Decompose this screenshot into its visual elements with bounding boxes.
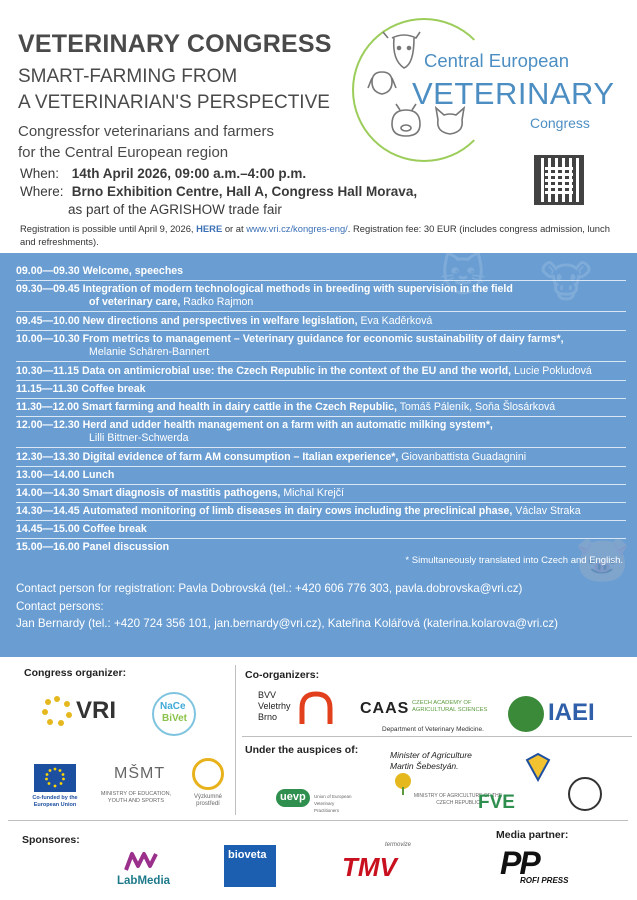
bg-cow-icon: 🐮: [540, 258, 593, 307]
program-section: [0, 253, 637, 657]
eu-caption: Co-funded by the European Union: [32, 795, 78, 808]
program-title: Coffee break: [81, 383, 146, 395]
media-partner-label: Media partner:: [496, 829, 569, 841]
tagline: [18, 121, 274, 163]
profipress-text: ROFI PRESS: [520, 876, 569, 885]
program-item: [16, 505, 626, 521]
bvv-logo: [258, 690, 291, 723]
program-title-cont: of veterinary care,: [89, 296, 181, 308]
minister-line-1: Minister of Agriculture: [390, 750, 472, 760]
logo-line-3: Congress: [530, 115, 590, 131]
vyzkumne-prostredi-icon: [192, 758, 224, 790]
program-title: Data on antimicrobial use: the Czech Republic in the context of the EU and the world,: [81, 365, 512, 377]
program-title: Digital evidence of farm AM consumption – Italian experience*,: [82, 451, 399, 463]
bg-cat-icon: 🐱: [440, 252, 486, 301]
program-item: [16, 283, 626, 312]
veterinary-chamber-seal-icon: [568, 777, 602, 811]
qr-code[interactable]: [534, 155, 584, 205]
bioveta-logo: bioveta: [228, 849, 267, 861]
registration-fee: . Registration fee: 30 EUR (includes congress admission, lunch and refreshments).: [20, 223, 610, 247]
program-time: 14.00—14.30: [16, 487, 80, 499]
program-item: [16, 265, 626, 281]
sponsors-label: Sponsores:: [22, 834, 80, 846]
program-time: 09.45—10.00: [16, 315, 80, 327]
registration-url-link[interactable]: www.vri.cz/kongres-eng/: [246, 223, 348, 234]
program-item: [16, 383, 626, 399]
bvv-line-3: Brno: [258, 712, 278, 722]
program-title: Lunch: [82, 469, 115, 481]
program-time: 14.45—15.00: [16, 523, 80, 535]
translation-note: * Simultaneously translated into Czech and English.: [405, 555, 623, 566]
program-title: Smart farming and health in dairy cattle in the Czech Republic,: [81, 401, 397, 413]
program-title: New directions and perspectives in welfare legislation,: [82, 315, 358, 327]
divider: [8, 820, 628, 821]
program-time: 10.30—11.15: [16, 365, 80, 377]
registration-or: or at: [224, 223, 244, 234]
eu-flag-icon: [34, 764, 76, 792]
where-row-2: [68, 202, 282, 217]
bvv-arrow-icon: [298, 690, 334, 726]
program-speaker: Michal Krejčí: [283, 487, 344, 499]
subtitle-line-1: SMART-FARMING FROM: [18, 66, 238, 87]
divider: [242, 736, 632, 737]
where-label: Where:: [20, 184, 64, 199]
program-title: Welcome, speeches: [82, 265, 184, 277]
fve-logo: FVE: [478, 792, 515, 813]
tmv-logo: TMV: [342, 852, 397, 882]
when-row: [20, 166, 306, 181]
caas-department: Department of Veterinary Medicine.: [382, 726, 484, 733]
iaei-globe-icon: [508, 696, 544, 732]
program-item: [16, 419, 626, 448]
program-item: [16, 523, 626, 539]
contact-persons: Jan Bernardy (tel.: +420 724 356 101, jan.bernardy@vri.cz), Kateřina Kolářová (katerina.kolarova@vri.cz): [16, 617, 558, 630]
program-time: 12.30—13.30: [16, 451, 80, 463]
where-value-2: as part of the AGRISHOW trade fair: [68, 202, 282, 217]
registration-text: Registration is possible until April 9, 2026,: [20, 223, 194, 234]
when-value: 14th April 2026, 09:00 a.m.–4:00 p.m.: [71, 166, 307, 181]
eu-stars-icon: [34, 764, 76, 792]
program-title: From metrics to management – Veterinary guidance for economic sustainability of dairy farms*,: [82, 333, 564, 345]
caas-logo: CAAS: [360, 700, 410, 717]
coorganizers-label: Co-organizers:: [245, 669, 320, 681]
vyzkumne-caption: Výzkumné prostředí: [193, 794, 222, 807]
program-item: [16, 365, 626, 381]
logo-line-2: VETERINARY: [412, 76, 615, 111]
program-speaker: Lilli Bittner-Schwerda: [89, 432, 189, 444]
program-speaker: Giovanbattista Guadagnini: [401, 451, 527, 463]
labmedia-logo: LabMedia: [117, 875, 171, 887]
program-item: [16, 541, 626, 556]
program-speaker: Lucie Pokludová: [514, 365, 592, 377]
program-title: Herd and udder health management on a farm with an automatic milking system*,: [82, 419, 493, 431]
shield-icon: [525, 752, 551, 782]
organizer-label: Congress organizer:: [24, 667, 127, 679]
caas-caption: CZECH ACADEMY OF AGRICULTURAL SCIENCES: [412, 700, 488, 713]
contact-persons-label: Contact persons:: [16, 600, 104, 613]
nacebivet-text-2: BiVet: [162, 713, 188, 724]
uevp-logo: uevp: [280, 791, 306, 803]
registration-here-link[interactable]: HERE: [196, 223, 223, 234]
program-time: 15.00—16.00: [16, 541, 80, 553]
program-title: Integration of modern technological methods in breeding with supervision in the field: [82, 283, 513, 295]
program-speaker: Tomáš Páleník, Soňa Šlosárková: [399, 401, 556, 413]
bvv-line-1: BVV: [258, 690, 277, 700]
subtitle: [18, 64, 330, 116]
program-title: Smart diagnosis of mastitis pathogens,: [82, 487, 281, 499]
tagline-line-2: for the Central European region: [18, 144, 229, 161]
iaei-logo: IAEI: [548, 699, 595, 726]
msmt-caption: MINISTRY OF EDUCATION, YOUTH AND SPORTS: [100, 791, 172, 804]
tmv-small: termovize: [385, 842, 412, 848]
bvv-line-2: Veletrhy: [258, 701, 291, 711]
program-time: 09.30—09.45: [16, 283, 80, 295]
minister-line-2: Martin Šebestyán.: [390, 761, 459, 771]
program-time: 11.15—11.30: [16, 383, 79, 395]
tagline-line-1: Congressfor veterinarians and farmers: [18, 123, 274, 140]
subtitle-line-2: A VETERINARIAN'S PERSPECTIVE: [18, 92, 330, 113]
auspices-label: Under the auspices of:: [245, 744, 359, 756]
program-item: [16, 469, 626, 485]
program-time: 13.00—14.00: [16, 469, 80, 481]
msmt-logo: MŠMT: [114, 765, 166, 782]
vri-logo-icon: [40, 694, 74, 728]
program-item: [16, 333, 626, 362]
uevp-caption: Union of European Veterinary Practitioners: [314, 794, 352, 813]
program-time: 14.30—14.45: [16, 505, 80, 517]
when-label: When:: [20, 166, 60, 181]
program-title: Automated monitoring of limb diseases in dairy cows including the preclinical phase,: [82, 505, 513, 517]
program-time: 10.00—10.30: [16, 333, 80, 345]
program-speaker: Radko Rajmon: [183, 296, 254, 308]
program-time: 11.30—12.00: [16, 401, 80, 413]
program-time: 09.00—09.30: [16, 265, 80, 277]
bg-pig-icon: 🐷: [575, 535, 630, 584]
registration-info: [20, 223, 620, 248]
profipress-logo: PP: [500, 845, 539, 881]
program-speaker: Václav Straka: [515, 505, 581, 517]
program-time: 12.00—12.30: [16, 419, 80, 431]
ministry-tree-icon: [392, 772, 414, 796]
program-title: Coffee break: [82, 523, 147, 535]
divider: [235, 665, 236, 815]
program-speaker: Eva Kaděrková: [360, 315, 433, 327]
nacebivet-text-1: NaCe: [160, 701, 186, 712]
program-item: [16, 487, 626, 503]
contact-registration: Contact person for registration: Pavla Dobrovská (tel.: +420 606 776 303, pavla.dobrovska@vri.cz): [16, 582, 523, 595]
program-speaker: Melanie Schären-Bannert: [89, 346, 210, 358]
program-item: [16, 401, 626, 417]
header: [0, 0, 637, 253]
where-row: [20, 184, 417, 199]
vri-logo-text: VRI: [76, 697, 117, 724]
ministry-caption: MINISTRY OF AGRICULTURE OF THE CZECH REPUBLIC: [413, 793, 503, 806]
page-title: VETERINARY CONGRESS: [18, 30, 332, 58]
program-item: [16, 315, 626, 331]
labmedia-logo-icon: [124, 850, 158, 872]
where-value: Brno Exhibition Centre, Hall A, Congress Hall Morava,: [71, 184, 418, 199]
program-item: [16, 451, 626, 467]
program-title: Panel discussion: [82, 541, 170, 553]
logo-line-1: Central European: [424, 50, 570, 71]
